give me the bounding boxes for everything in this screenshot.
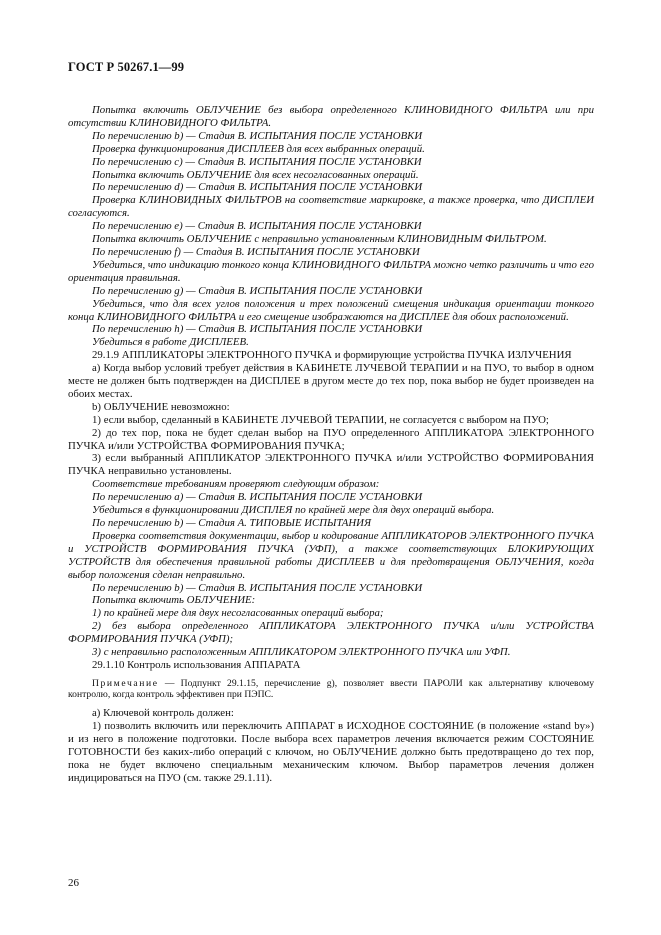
paragraph: Убедиться, что индикацию тонкого конца КЛИНОВИДНОГО ФИЛЬТРА можно четко различить и что его ориентация правильная. [68,258,594,284]
paragraph: По перечислению g) — Стадия В. ИСПЫТАНИЯ ПОСЛЕ УСТАНОВКИ [92,284,423,297]
paragraph: 3) если выбранный АППЛИКАТОР ЭЛЕКТРОННОГО ПУЧКА и/или УСТРОЙСТВО ФОРМИРОВАНИЯ ПУЧКА неправильно установлены. [68,452,594,478]
paragraph: 2) до тех пор, пока не будет сделан выбор на ПУО определенного АППЛИКАТОРА ЭЛЕКТРОННОГО ПУЧКА и/или УСТРОЙСТВА ФОРМИРОВАНИЯ ПУЧКА; [68,426,594,452]
paragraph: По перечислению e) — Стадия В. ИСПЫТАНИЯ ПОСЛЕ УСТАНОВКИ [92,220,422,233]
standard-header: ГОСТ Р 50267.1—99 [68,60,185,74]
paragraph: По перечислению f) — Стадия В. ИСПЫТАНИЯ ПОСЛЕ УСТАНОВКИ [92,245,420,258]
paragraph: 2) без выбора определенного АППЛИКАТОРА ЭЛЕКТРОННОГО ПУЧКА и/или УСТРОЙСТВА ФОРМИРОВАНИЯ ПУЧКА (УФП); [68,620,594,646]
paragraph: Проверка функционирования ДИСПЛЕЕВ для всех выбранных операций. [92,142,425,155]
paragraph-list [68,104,594,672]
paragraph: Убедиться в функционировании ДИСПЛЕЯ по крайней мере для двух операций выбора. [92,504,495,517]
paragraph: 29.1.10 Контроль использования АППАРАТА [92,658,301,671]
paragraph: 3) с неправильно расположенным АППЛИКАТОРОМ ЭЛЕКТРОННОГО ПУЧКА или УФП. [92,646,511,659]
paragraph: По перечислению c) — Стадия В. ИСПЫТАНИЯ ПОСЛЕ УСТАНОВКИ [92,155,422,168]
paragraph: Попытка включить ОБЛУЧЕНИЕ для всех несогласованных операций. [92,168,419,181]
paragraph: Проверка КЛИНОВИДНЫХ ФИЛЬТРОВ на соответствие маркировке, а также проверка, что ДИСПЛЕИ согласуются. [68,194,594,220]
paragraph: Убедиться, что для всех углов положения и трех положений смещения индикация ориентации тонкого конца КЛИНОВИДНОГО ФИЛЬТРА и его смещение изображаются на ДИСПЛЕЕ для обоих расположений. [68,297,594,323]
paragraph: a) Ключевой контроль должен: [92,707,234,720]
note-paragraph [68,678,594,701]
paragraph: Попытка включить ОБЛУЧЕНИЕ без выбора определенного КЛИНОВИДНОГО ФИЛЬТРА или при отсутствии КЛИНОВИДНОГО ФИЛЬТРА. [68,104,594,129]
paragraph: a) Когда выбор условий требует действия в КАБИНЕТЕ ЛУЧЕВОЙ ТЕРАПИИ и на ПУО, то выбор в одном месте не должен быть подтвержден на ДИСПЛЕЕ в другом месте до тех пор, пока выбор не будет произведен на обоих местах. [68,362,594,400]
paragraph: Попытка включить ОБЛУЧЕНИЕ с неправильно установленным КЛИНОВИДНЫМ ФИЛЬТРОМ. [92,233,547,246]
paragraph: 1) позволить включить или переключить АППАРАТ в ИСХОДНОЕ СОСТОЯНИЕ (в положение «stand by») и из него в положение подготовки. После выбора всех параметров лечения включается режим СОСТОЯНИЕ ГОТОВНОСТИ без каких-либо операций с ключом, но ОБЛУЧЕНИЕ должно быть предотвращено до тех пор, пока не будет включено специальным механическим ключом. Выбор параметров лечения должен индицироваться на ПУО (см. также 29.1.11). [68,719,594,784]
paragraph: По перечислению d) — Стадия В. ИСПЫТАНИЯ ПОСЛЕ УСТАНОВКИ [92,181,423,194]
paragraph: По перечислению b) — Стадия А. ТИПОВЫЕ ИСПЫТАНИЯ [92,517,372,529]
paragraph: По перечислению b) — Стадия В. ИСПЫТАНИЯ ПОСЛЕ УСТАНОВКИ [92,581,423,594]
paragraph: b) ОБЛУЧЕНИЕ невозможно: [92,400,230,413]
paragraph: Попытка включить ОБЛУЧЕНИЕ: [92,594,256,607]
paragraph: По перечислению a) — Стадия В. ИСПЫТАНИЯ ПОСЛЕ УСТАНОВКИ [92,491,423,504]
paragraph: Проверка соответствия документации, выбор и кодирование АППЛИКАТОРОВ ЭЛЕКТРОННОГО ПУЧКА и УСТРОЙСТВ ФОРМИРОВАНИЯ ПУЧКА (УФП), а также соответствующих БЛОКИРУЮЩИХ УСТРОЙСТВ для обеспечения правильной работы ДИСПЛЕЕВ и для предотвращения ОБЛУЧЕНИЯ, когда выбор положения сделан неправильно. [68,529,594,581]
paragraph: Убедиться в работе ДИСПЛЕЕВ. [92,336,249,349]
paragraph: 1) по крайней мере для двух несогласованных операций выбора; [92,607,384,620]
paragraph: По перечислению h) — Стадия В. ИСПЫТАНИЯ ПОСЛЕ УСТАНОВКИ [92,323,423,336]
paragraph: Соответствие требованиям проверяют следующим образом: [92,478,380,491]
paragraph: 1) если выбор, сделанный в КАБИНЕТЕ ЛУЧЕВОЙ ТЕРАПИИ, не согласуется с выбором на ПУО; [92,413,549,426]
note-text: — Подпункт 29.1.15, перечисление g), позволяет ввести ПАРОЛИ как альтернативу ключевому контролю, когда контроль эффективен при ПЭПС. [68,677,594,701]
paragraph: 29.1.9 АППЛИКАТОРЫ ЭЛЕКТРОННОГО ПУЧКА и формирующие устройства ПУЧКА ИЗЛУЧЕНИЯ [92,349,572,362]
document-body [68,104,594,785]
paragraph: По перечислению b) — Стадия В. ИСПЫТАНИЯ ПОСЛЕ УСТАНОВКИ [92,129,423,142]
note-label: Примечание [92,677,159,689]
page-number: 26 [68,877,79,889]
